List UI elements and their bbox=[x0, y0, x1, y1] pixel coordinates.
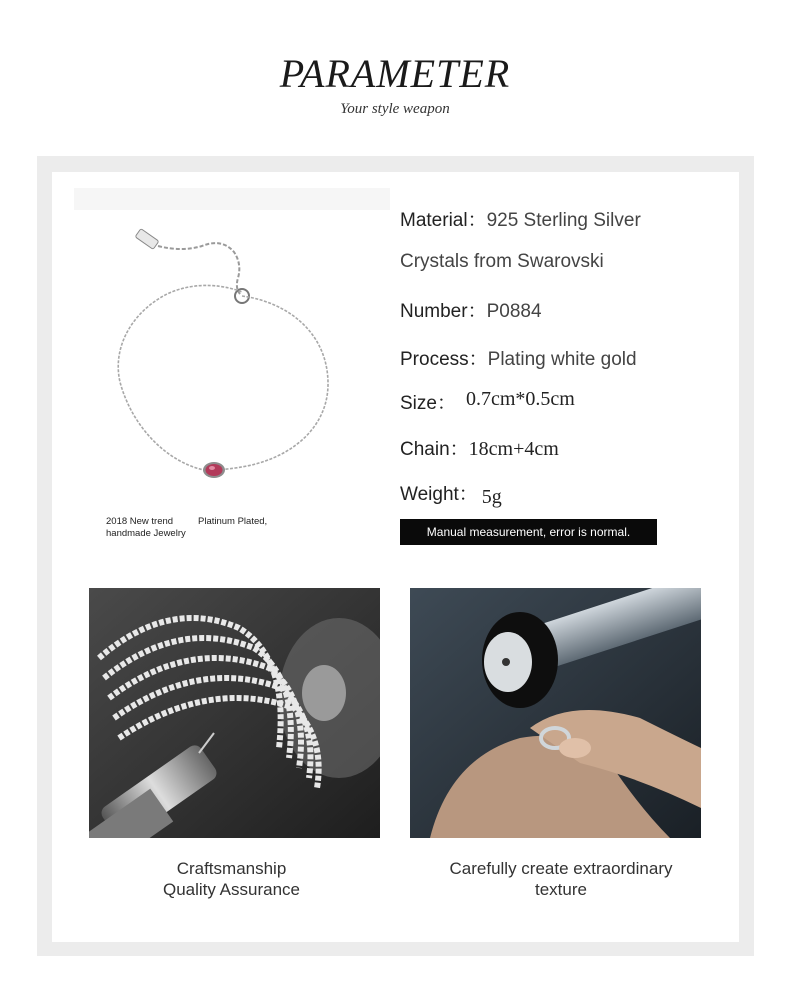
caption-plated: Platinum Plated, bbox=[198, 516, 268, 527]
gem-icon bbox=[203, 462, 225, 478]
page-subtitle: Your style weapon bbox=[340, 101, 450, 117]
caption-line-2: handmade Jewelry bbox=[106, 528, 186, 539]
photo-caption-1-line2: Quality Assurance bbox=[162, 880, 300, 899]
bracelet-image bbox=[92, 212, 372, 512]
spec-material-value: 925 Sterling Silver bbox=[486, 210, 641, 231]
photo-caption-1 bbox=[89, 858, 374, 900]
photo-caption-2-line2: texture bbox=[535, 880, 587, 899]
page-title: PARAMETER bbox=[279, 51, 511, 96]
spec-size-value: 0.7cm*0.5cm bbox=[465, 388, 575, 410]
image-top-strip bbox=[74, 188, 390, 210]
spec-crystals-text: Crystals from Swarovski bbox=[400, 251, 604, 272]
photo-caption-2-line1: Carefully create extraordinary bbox=[449, 859, 673, 878]
spec-material bbox=[400, 205, 641, 232]
clasp-tag-icon bbox=[135, 229, 159, 250]
photo-caption-2 bbox=[420, 858, 702, 900]
spec-weight-key: Weight： bbox=[400, 484, 478, 505]
caption-line-1: 2018 New trend bbox=[106, 516, 174, 527]
spec-material-key: Material： bbox=[400, 210, 487, 231]
spec-chain-value: 18cm+4cm bbox=[468, 438, 559, 460]
spec-process-key: Process： bbox=[400, 349, 488, 370]
spec-size-key: Size： bbox=[400, 393, 456, 414]
spec-size bbox=[400, 388, 575, 415]
polishing-ring-photo bbox=[410, 588, 701, 838]
spec-number-key: Number： bbox=[400, 301, 487, 322]
spec-process-value: Plating white gold bbox=[487, 349, 637, 370]
bracelets-crafting-photo bbox=[89, 588, 380, 838]
spec-number-value: P0884 bbox=[486, 301, 542, 322]
spec-crystals bbox=[400, 251, 604, 273]
spec-weight-value: 5g bbox=[481, 486, 502, 508]
spec-chain bbox=[400, 434, 559, 461]
spec-chain-key: Chain： bbox=[400, 439, 469, 460]
measurement-note: Manual measurement, error is normal. bbox=[400, 519, 657, 545]
photo-caption-1-line1: Craftsmanship bbox=[176, 859, 287, 878]
spec-number bbox=[400, 296, 542, 323]
spec-process bbox=[400, 344, 637, 371]
spec-weight bbox=[400, 479, 502, 506]
